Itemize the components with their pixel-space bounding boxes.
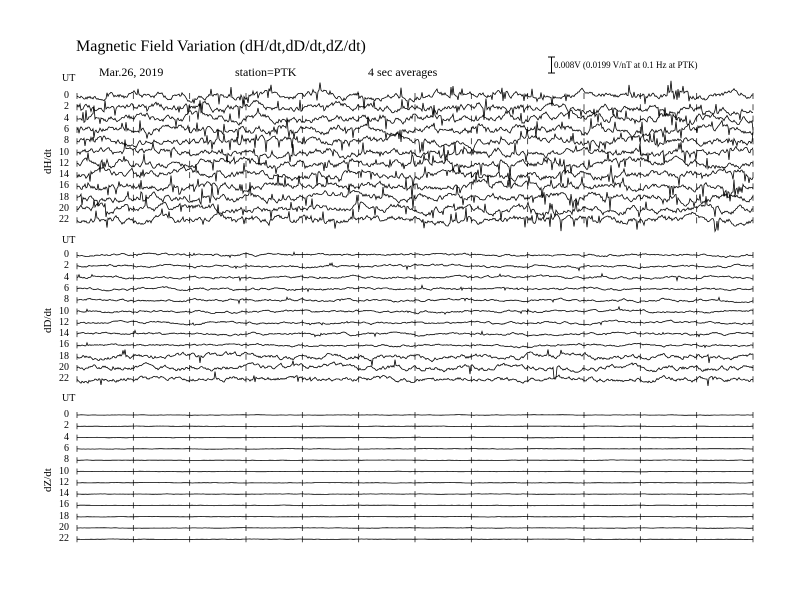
hour-label: 4	[64, 112, 69, 124]
hour-label: 12	[59, 157, 69, 169]
hour-label: 8	[64, 454, 69, 466]
ut-label: UT	[62, 235, 76, 246]
hour-label: 0	[64, 249, 69, 260]
hour-label: 4	[64, 271, 69, 283]
hour-label: 14	[59, 328, 69, 340]
hour-label: 12	[59, 476, 69, 488]
hour-label: 14	[59, 169, 69, 181]
hour-label: 6	[64, 123, 69, 135]
hour-label: 2	[64, 260, 69, 272]
hour-label: 10	[59, 146, 69, 158]
station-label: station=PTK	[235, 65, 297, 79]
scale-note: 0.008V (0.0199 V/nT at 0.1 Hz at PTK)	[554, 60, 698, 70]
hour-label: 20	[59, 522, 69, 533]
hour-label: 16	[59, 339, 69, 351]
hour-label: 18	[59, 510, 69, 522]
hour-label: 6	[64, 282, 69, 294]
panel-ylabel: dZ/dt	[42, 468, 54, 492]
hour-label: 0	[64, 409, 69, 420]
hour-label: 8	[64, 294, 69, 306]
hour-label: 16	[59, 180, 69, 192]
hour-label: 10	[59, 465, 69, 477]
hour-label: 18	[59, 191, 69, 203]
ut-label: UT	[62, 73, 76, 84]
hour-label: 12	[59, 316, 69, 328]
ut-label: UT	[62, 393, 76, 404]
hour-label: 6	[64, 442, 69, 454]
hour-label: 0	[64, 90, 69, 101]
hour-label: 22	[59, 533, 69, 545]
hour-label: 2	[64, 101, 69, 113]
date-label: Mar.26, 2019	[99, 65, 164, 79]
chart-title: Magnetic Field Variation (dH/dt,dD/dt,dZ/dt)	[76, 38, 366, 55]
hour-label: 2	[64, 420, 69, 432]
hour-label: 10	[59, 305, 69, 317]
hour-label: 22	[59, 373, 69, 385]
panel-ylabel: dH/dt	[42, 148, 54, 174]
hour-label: 22	[59, 214, 69, 226]
hour-label: 20	[59, 362, 69, 373]
hour-label: 18	[59, 350, 69, 362]
panel-ylabel: dD/dt	[42, 307, 54, 333]
hour-label: 16	[59, 499, 69, 511]
hour-label: 20	[59, 203, 69, 214]
averaging-label: 4 sec averages	[368, 65, 438, 79]
hour-label: 8	[64, 135, 69, 147]
hour-label: 4	[64, 431, 69, 443]
hour-label: 14	[59, 488, 69, 500]
